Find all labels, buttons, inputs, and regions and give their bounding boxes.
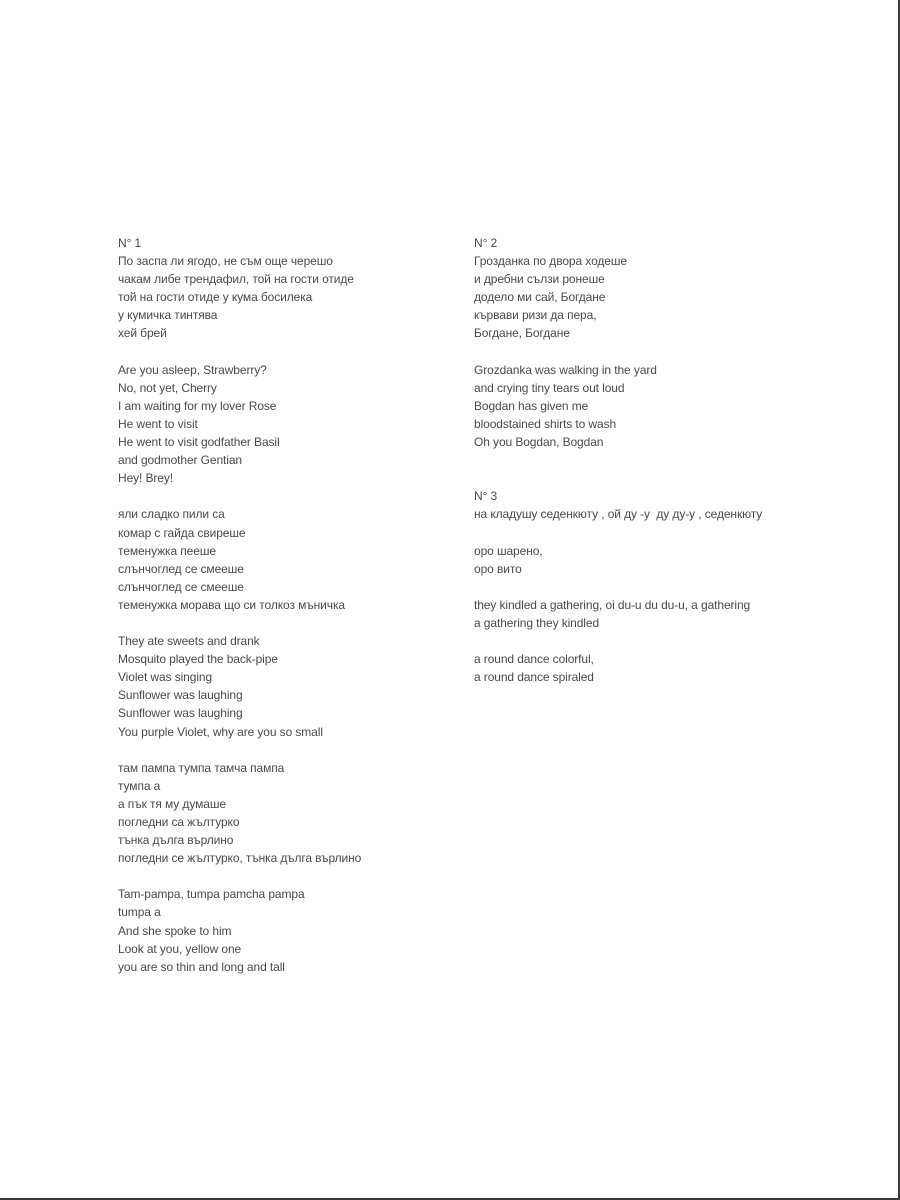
- stanza-spacer: [474, 469, 874, 487]
- verse-english: [118, 885, 448, 975]
- verse-line: По заспа ли ягодо, не съм още черешо: [118, 254, 333, 269]
- verse-line: там пампа тумпа тамча пампа: [118, 760, 285, 775]
- verse-line: No, not yet, Cherry: [118, 380, 217, 395]
- verse-english: [474, 596, 874, 632]
- stanza-spacer: [118, 487, 448, 505]
- verse-line: Hey! Brey!: [118, 471, 174, 486]
- verse-line: хей брей: [118, 326, 167, 341]
- verse-line: you are so thin and long and tall: [118, 959, 285, 974]
- stanza-spacer: [118, 741, 448, 759]
- stanza-spacer: [474, 524, 874, 542]
- song-column-right: [474, 234, 874, 686]
- verse-line: кървави ризи да пера,: [474, 308, 597, 323]
- verse-line: и дребни сълзи ронеше: [474, 272, 605, 287]
- verse-line: And she spoke to him: [118, 923, 232, 938]
- verse-line: оро шарено,: [474, 543, 543, 558]
- verse-bulgarian: [118, 252, 448, 342]
- verse-line: they kindled a gathering, oi du-u du du-u, a gathering: [474, 597, 751, 612]
- verse-line: тумпа а: [118, 778, 161, 793]
- verse-line: Sunflower was laughing: [118, 688, 243, 703]
- verse-line: Bogdan has given me: [474, 398, 589, 413]
- song-number-heading: N° 3: [474, 489, 498, 504]
- verse-bulgarian: [474, 252, 874, 342]
- verse-line: Sunflower was laughing: [118, 706, 243, 721]
- verse-line: додело ми сай, Богдане: [474, 290, 606, 305]
- verse-line: Grozdanka was walking in the yard: [474, 362, 657, 377]
- song-number-heading: N° 1: [118, 236, 142, 250]
- verse-bulgarian: [118, 505, 448, 614]
- verse-line: Богдане, Богдане: [474, 326, 570, 341]
- verse-line: You purple Violet, why are you so small: [118, 724, 323, 739]
- verse-line: слънчоглед се смееше: [118, 579, 244, 594]
- stanza-spacer: [474, 343, 874, 361]
- verse-line: оро вито: [474, 561, 522, 576]
- verse-line: тънка дълга върлино: [118, 833, 234, 848]
- verse-line: He went to visit godfather Basil: [118, 435, 280, 450]
- verse-line: a round dance colorful,: [474, 652, 594, 667]
- verse-line: на кладушу седенкюту , ой ду -у ду ду-у , седенкюту: [474, 507, 763, 522]
- verse-line: Oh you Bogdan, Bogdan: [474, 435, 604, 450]
- verse-line: слънчоглед се смееше: [118, 561, 244, 576]
- verse-line: They ate sweets and drank: [118, 634, 260, 649]
- stanza-spacer: [118, 614, 448, 632]
- song-number-heading: N° 2: [474, 236, 498, 250]
- verse-line: у кумичка тинтява: [118, 308, 218, 323]
- verse-line: погледни се жълтурко, тънка дълга върлино: [118, 851, 362, 866]
- verse-line: теменужка морава що си толкоз мъничка: [118, 597, 345, 612]
- verse-line: Look at you, yellow one: [118, 941, 242, 956]
- verse-english: [474, 361, 874, 451]
- verse-line: I am waiting for my lover Rose: [118, 398, 277, 413]
- verse-bulgarian: [118, 759, 448, 868]
- verse-line: Are you asleep, Strawberry?: [118, 362, 267, 377]
- stanza-spacer: [118, 867, 448, 885]
- verse-bulgarian: [474, 542, 874, 578]
- verse-line: чакам либе трендафил, той на гости отиде: [118, 272, 354, 287]
- stanza-spacer: [118, 343, 448, 361]
- stanza-spacer: [474, 578, 874, 596]
- song-column-left: [118, 234, 448, 976]
- verse-line: теменужка пееше: [118, 543, 216, 558]
- verse-line: He went to visit: [118, 416, 198, 431]
- verse-line: a round dance spiraled: [474, 670, 594, 685]
- verse-line: and crying tiny tears out loud: [474, 380, 625, 395]
- verse-line: Грозданка по двора ходеше: [474, 254, 627, 269]
- stanza-spacer: [474, 451, 874, 469]
- verse-english: [474, 650, 874, 686]
- verse-english: [118, 361, 448, 488]
- stanza-spacer: [474, 632, 874, 650]
- verse-bulgarian: [474, 505, 874, 523]
- verse-line: погледни са жълтурко: [118, 815, 240, 829]
- verse-line: bloodstained shirts to wash: [474, 416, 617, 431]
- verse-line: Mosquito played the back-pipe: [118, 652, 278, 667]
- verse-english: [118, 632, 448, 741]
- verse-line: and godmother Gentian: [118, 453, 242, 468]
- verse-line: той на гости отиде у кума босилека: [118, 290, 313, 305]
- verse-line: а пък тя му думаше: [118, 796, 226, 811]
- verse-line: tumpa a: [118, 905, 161, 920]
- verse-line: комар с гайда свиреше: [118, 525, 246, 540]
- verse-line: яли сладко пили са: [118, 507, 225, 522]
- verse-line: a gathering they kindled: [474, 615, 600, 630]
- verse-line: Tam-pampa, tumpa pamcha pampa: [118, 887, 305, 902]
- verse-line: Violet was singing: [118, 670, 213, 685]
